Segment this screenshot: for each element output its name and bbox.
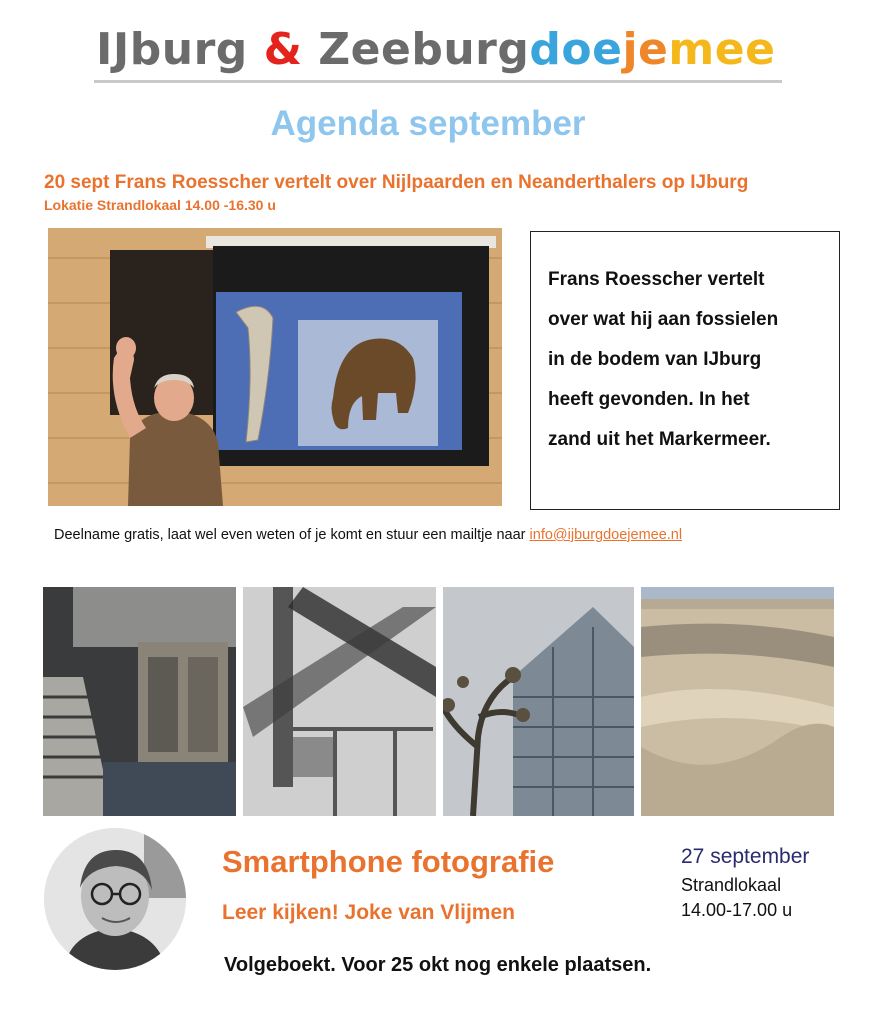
workshop-title: Smartphone fotografie	[222, 844, 555, 879]
description-line: in de bodem van IJburg	[548, 349, 762, 370]
site-logo	[96, 20, 775, 80]
workshop-subtitle: Leer kijken! Joke van Vlijmen	[222, 901, 515, 924]
description-line: over wat hij aan fossielen	[548, 309, 779, 330]
event-title: 20 sept Frans Roesscher vertelt over Nijlpaarden en Neanderthalers op IJburg	[44, 172, 749, 193]
booking-status: Volgeboekt. Voor 25 okt nog enkele plaatsen.	[224, 954, 652, 976]
logo-mee: mee	[668, 24, 776, 75]
logo-underline	[94, 80, 782, 83]
signup-note	[54, 527, 682, 543]
beach-sand-photo	[641, 587, 834, 816]
logo-zeeburg: Zeeburg	[302, 24, 530, 75]
email-link[interactable]: info@ijburgdoejemee.nl	[529, 527, 683, 543]
page-title: Agenda september	[270, 104, 586, 143]
logo-doe: doe	[529, 24, 623, 75]
lecture-photo	[48, 228, 502, 506]
workshop-time: 14.00-17.00 u	[681, 900, 793, 920]
workshop-date: 27 september	[681, 845, 810, 868]
portrait-photo	[44, 828, 186, 970]
event-description-box	[530, 231, 840, 510]
building-tree-photo	[443, 587, 634, 816]
workshop-location: Strandlokaal	[681, 875, 782, 895]
description-line: heeft gevonden. In het	[548, 389, 750, 410]
shadow-wall-photo	[243, 587, 436, 816]
logo-ampersand: &	[263, 24, 303, 75]
logo-je: je	[622, 24, 669, 75]
signup-text: Deelname gratis, laat wel even weten of je komt en stuur een mailtje naar	[54, 527, 530, 543]
description-line: Frans Roesscher vertelt	[548, 269, 765, 290]
stairwell-photo	[43, 587, 236, 816]
event-location: Lokatie Strandlokaal 14.00 -16.30 u	[44, 197, 276, 213]
description-line: zand uit het Markermeer.	[548, 429, 771, 450]
logo-ijburg: IJburg	[96, 24, 264, 75]
